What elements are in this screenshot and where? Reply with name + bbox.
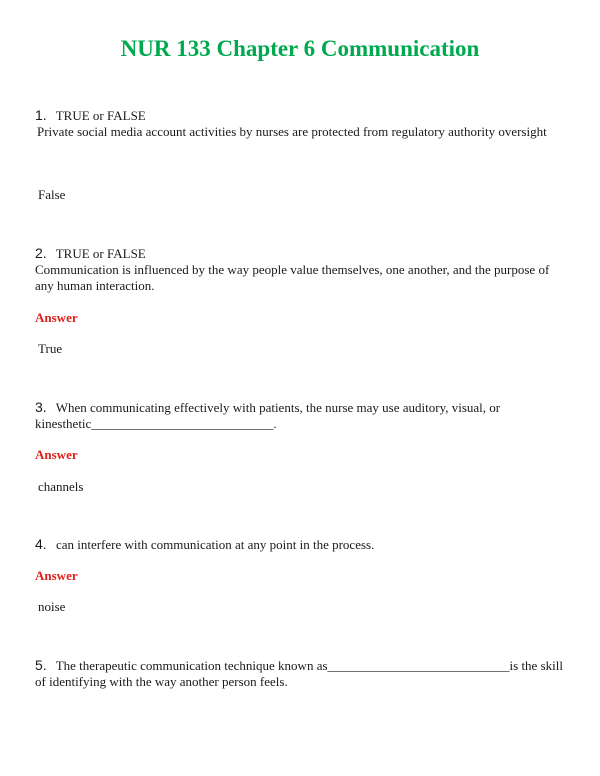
- question-2: [35, 245, 565, 294]
- question-2-number: 2.: [35, 245, 47, 261]
- question-3-number: 3.: [35, 399, 47, 415]
- question-4-header: [35, 536, 565, 553]
- question-2-answer: True: [38, 341, 63, 356]
- question-3-prompt: When communicating effectively with patients, the nurse may use auditory, visual, or kinesthetic____________________________.: [35, 400, 501, 431]
- question-4-prompt: can interfere with communication at any point in the process.: [55, 537, 375, 552]
- question-3-answer: channels: [38, 479, 84, 494]
- question-1-text: Private social media account activities by nurses are protected from regulatory authority oversight: [37, 124, 547, 139]
- question-2-answer-label: Answer: [35, 310, 78, 325]
- question-1-prompt: TRUE or FALSE: [55, 108, 146, 123]
- question-5-prompt: The therapeutic communication technique known as____________________________is the skill of identifying with the way another person feels.: [35, 658, 563, 689]
- page-title: NUR 133 Chapter 6 Communication: [120, 36, 480, 61]
- question-1-number: 1.: [35, 107, 47, 123]
- question-5: [35, 657, 565, 690]
- question-4-answer: noise: [38, 599, 66, 614]
- question-3: [35, 399, 565, 432]
- question-1-answer: False: [38, 187, 66, 202]
- question-2-text: Communication is influenced by the way people value themselves, one another, and the purpose of any human interaction.: [35, 262, 550, 293]
- question-4-number: 4.: [35, 536, 47, 552]
- question-1-header: [35, 107, 565, 124]
- question-2-header: [35, 245, 565, 262]
- question-5-header: [35, 657, 565, 690]
- question-2-prompt: TRUE or FALSE: [55, 246, 146, 261]
- question-5-number: 5.: [35, 657, 47, 673]
- question-4: [35, 536, 565, 553]
- question-4-answer-label: Answer: [35, 568, 78, 583]
- question-3-header: [35, 399, 565, 432]
- question-3-answer-label: Answer: [35, 447, 78, 462]
- question-1: [35, 107, 565, 140]
